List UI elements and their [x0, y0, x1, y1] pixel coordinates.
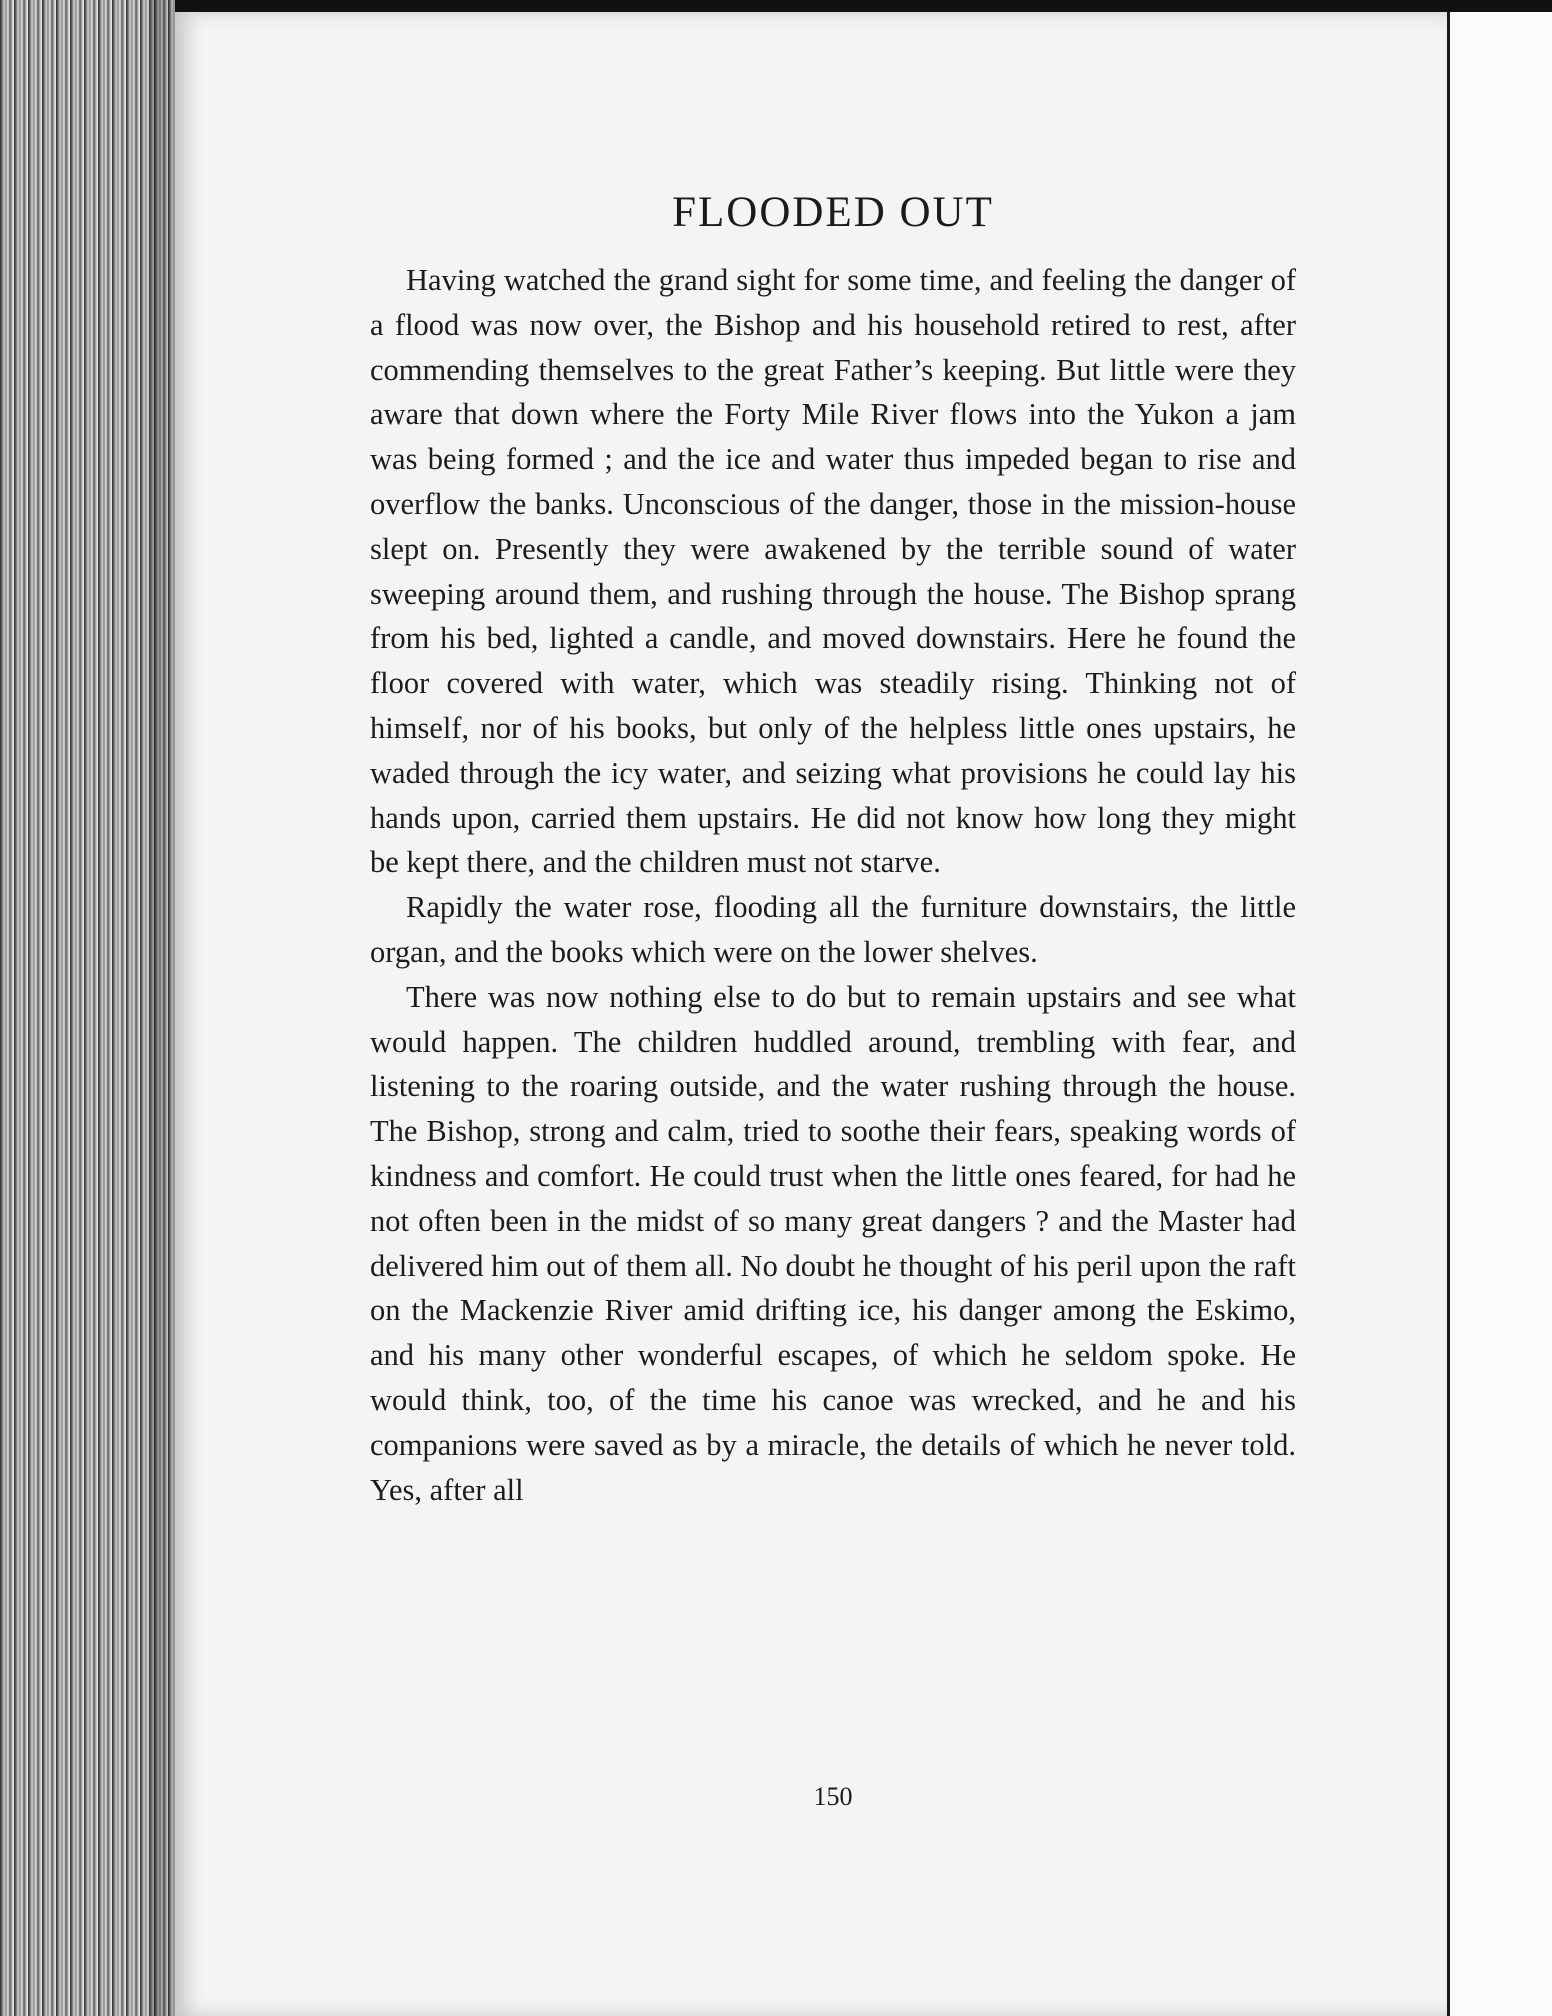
scan-top-border — [0, 0, 1552, 12]
facing-page-edge — [1447, 12, 1552, 2016]
paragraph-2: Rapidly the water rose, flooding all the furniture downstairs, the little organ, and the books which were on the lower shelves. — [370, 890, 1296, 969]
body-text — [370, 258, 1296, 1512]
book-page-edges — [0, 0, 175, 2016]
page-number: 150 — [813, 1782, 853, 1811]
chapter-title: FLOODED OUT — [672, 189, 994, 236]
paragraph-1: Having watched the grand sight for some time, and feeling the danger of a flood was now over, the Bishop and his household retired to rest, after commending themselves to the great Father’s keeping. But little were they aware that down where the Forty Mile River flows into the Yukon a jam was being formed ; and the ice and water thus impeded began to rise and overflow the banks. Unconscious of the danger, those in the mission-house slept on. Presently they were awakened by the terrible sound of water sweeping around them, and rushing through the house. The Bishop sprang from his bed, lighted a candle, and moved downstairs. Here he found the floor covered with water, which was steadily rising. Thinking not of himself, nor of his books, but only of the helpless little ones upstairs, he waded through the icy water, and seizing what provisions he could lay his hands upon, carried them upstairs. He did not know how long they might be kept there, and the children must not starve. — [370, 263, 1296, 880]
paragraph-3: There was now nothing else to do but to remain upstairs and see what would happen. The children huddled around, trembling with fear, and listening to the roaring outside, and the water rushing through the house. The Bishop, strong and calm, tried to soothe their fears, speaking words of kindness and comfort. He could trust when the little ones feared, for had he not often been in the midst of so many great dangers ? and the Master had delivered him out of them all. No doubt he thought of his peril upon the raft on the Mackenzie River amid drifting ice, his danger among the Eskimo, and his many other wonderful escapes, of which he seldom spoke. He would think, too, of the time his canoe was wrecked, and he and his companions were saved as by a miracle, the details of which he never told. Yes, after all — [370, 979, 1296, 1507]
